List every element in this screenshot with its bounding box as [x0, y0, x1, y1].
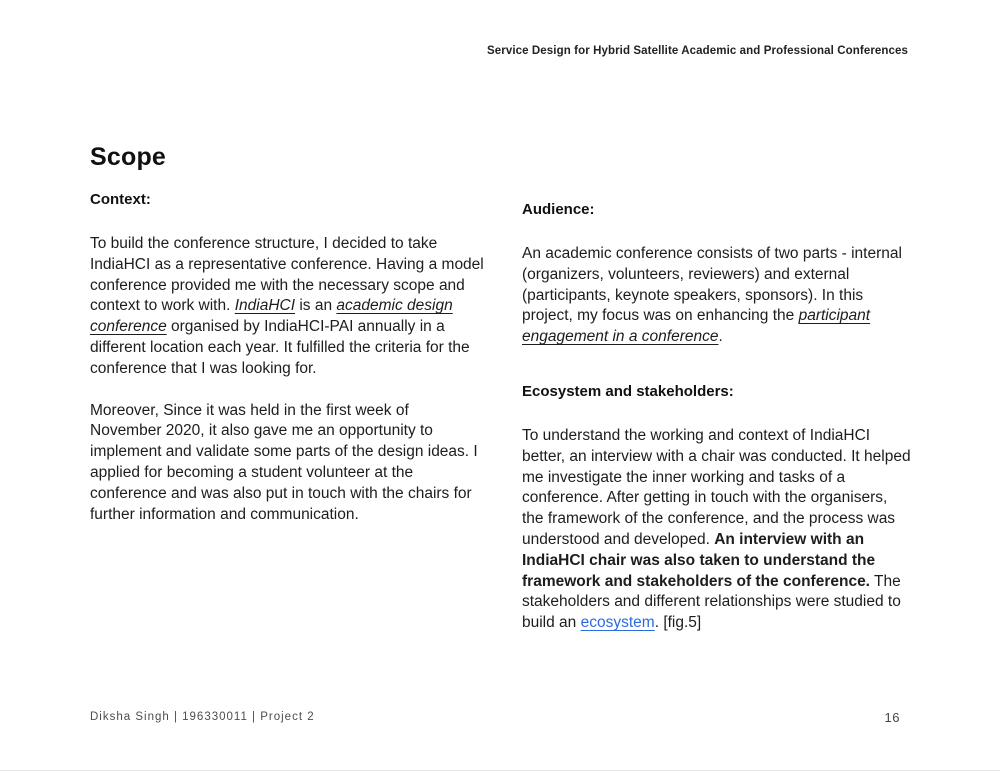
context-paragraph-1: [90, 234, 484, 380]
academic-design-conference-link[interactable]: academic design conference: [90, 297, 453, 336]
right-column: [522, 200, 912, 655]
text-segment: The stakeholders and different relationships were studied to build an: [522, 572, 901, 632]
left-column: [90, 190, 484, 546]
ecosystem-link[interactable]: ecosystem: [580, 614, 655, 632]
context-paragraph-2: [90, 401, 484, 526]
section-heading-context: Context:: [90, 191, 151, 208]
text-segment: Moreover, Since it was held in the first week of November 2020, it also gave me an opportunity to implement and validate some parts of the design ideas. I applied for becoming a student volunteer at the conference and was also put in touch with the chairs for further information and communication.: [90, 401, 478, 523]
text-segment: . [fig.5]: [654, 614, 702, 632]
text-segment: An interview with an IndiaHCI chair was also taken to understand the framework and stakeholders of the conference.: [522, 530, 876, 590]
footer-author-info: Diksha Singh | 196330011 | Project 2: [90, 711, 315, 723]
section-heading-ecosystem: Ecosystem and stakeholders:: [522, 382, 734, 400]
section-heading-audience: Audience:: [522, 201, 595, 218]
text-segment: An academic conference consists of two parts - internal (organizers, volunteers, reviewers) and external (participants, keynote speakers, sponsors). In this project, my focus was on enhancing the: [522, 245, 902, 325]
text-segment: To build the conference structure, I decided to take IndiaHCI as a representative conference. Having a model conference provided me with the necessary scope and context to work with.: [90, 235, 484, 315]
page-number: 16: [884, 710, 900, 725]
indiahci-link[interactable]: IndiaHCI: [234, 297, 296, 315]
page-title: Scope: [90, 142, 167, 171]
text-segment: To understand the working and context of IndiaHCI better, an interview with a chair was conducted. It helped me investigate the inner working and tasks of a conference. After getting in touch with the organisers, the framework of the conference, and the process was understood and developed.: [522, 426, 911, 548]
audience-paragraph: [522, 244, 912, 348]
participant-engagement-link[interactable]: participant engagement in a conference: [522, 307, 871, 346]
text-segment: organised by IndiaHCI-PAI annually in a different location each year. It fulfilled the criteria for the conference that I was looking for.: [90, 318, 470, 377]
text-segment: is an: [295, 297, 337, 315]
text-segment: .: [718, 328, 723, 346]
page-bottom-divider: [0, 770, 1000, 771]
ecosystem-paragraph: [522, 426, 912, 634]
running-header: Service Design for Hybrid Satellite Academic and Professional Conferences: [486, 45, 908, 57]
